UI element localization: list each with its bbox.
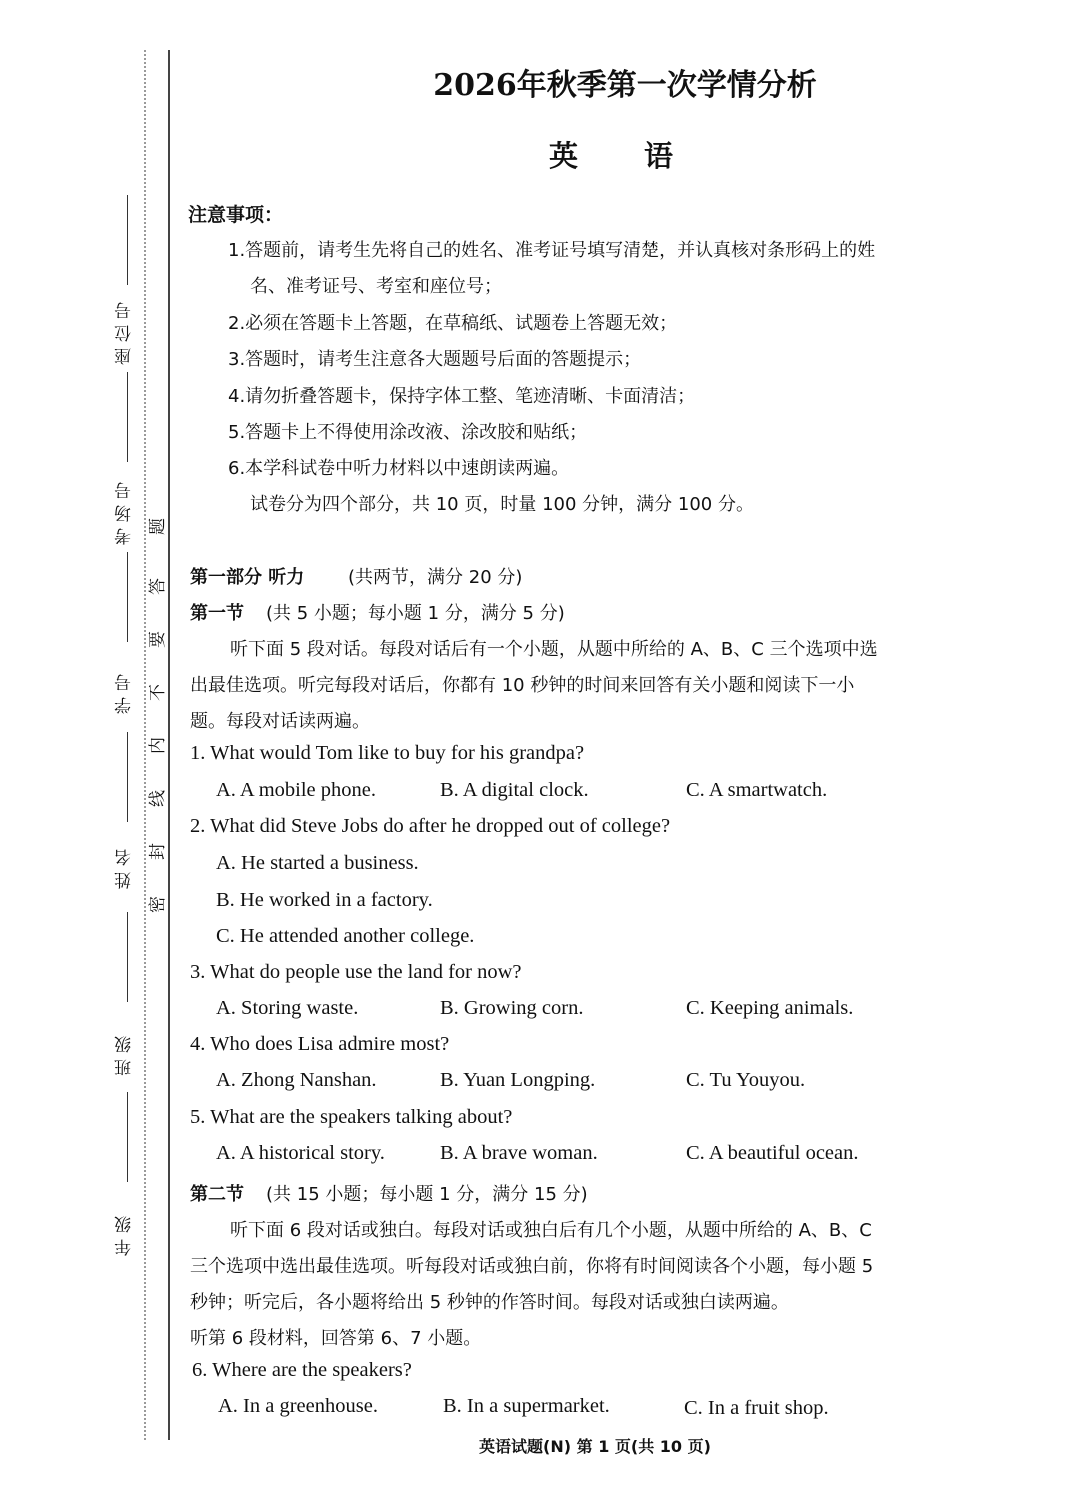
part1-heading-note: (共两节，满分 20 分) <box>348 567 523 588</box>
notice-item-1-cont: 名、准考证号、考室和座位号； <box>250 276 502 297</box>
q2-option-a: A. He started a business. <box>216 852 419 874</box>
question-3: 3. What do people use the land for now? <box>190 961 522 983</box>
part1-heading: 第一部分 听力 <box>190 567 305 588</box>
question-1: 1. What would Tom like to buy for his grandpa? <box>190 742 585 764</box>
notice-item-5: 5.答题卡上不得使用涂改液、涂改胶和贴纸； <box>228 422 588 443</box>
q1-option-b: B. A digital clock. <box>440 779 589 801</box>
section1-instruction-3: 题。每段对话读两遍。 <box>190 711 370 732</box>
section2-instruction-1: 听下面 6 段对话或独白。每段对话或独白后有几个小题，从题中所给的 A、B、C <box>230 1220 872 1241</box>
q1-option-c: C. A smartwatch. <box>686 779 828 801</box>
page-footer: 英语试题(N) 第 1 页(共 10 页) <box>479 1437 711 1456</box>
section2-instruction-2: 三个选项中选出最佳选项。听每段对话或独白前，你将有时间阅读各个小题，每小题 5 <box>190 1256 874 1277</box>
seal-char-5: 不 <box>148 684 168 701</box>
notice-paper-info: 试卷分为四个部分，共 10 页，时量 100 分钟，满分 100 分。 <box>250 494 754 515</box>
cut-dotted-line <box>144 50 146 1440</box>
class-line <box>127 912 128 1002</box>
notice-item-2: 2.必须在答题卡上答题，在草稿纸、试题卷上答题无效； <box>228 313 678 334</box>
question-2: 2. What did Steve Jobs do after he dropped out of college? <box>190 815 671 837</box>
notice-heading: 注意事项： <box>188 204 284 226</box>
section2-heading: 第二节 <box>190 1184 244 1205</box>
notice-item-4: 4.请勿折叠答题卡，保持字体工整、笔迹清晰、卡面清洁； <box>228 386 696 407</box>
notice-item-6: 6.本学科试卷中听力材料以中速朗读两遍。 <box>228 458 570 479</box>
exam-room-line <box>127 372 128 462</box>
q4-option-a: A. Zhong Nanshan. <box>216 1069 377 1091</box>
q6-option-a: A. In a greenhouse. <box>218 1395 378 1417</box>
student-id-label: 学号 <box>115 668 135 714</box>
section1-instruction-1: 听下面 5 段对话。每段对话后有一个小题，从题中所给的 A、B、C 三个选项中选 <box>230 639 878 660</box>
seal-char-4: 内 <box>148 737 168 754</box>
question-5: 5. What are the speakers talking about? <box>190 1106 513 1128</box>
grade-label: 年级 <box>115 1210 135 1256</box>
seal-char-8: 题 <box>148 518 168 535</box>
q2-option-b: B. He worked in a factory. <box>216 889 433 911</box>
question-4: 4. Who does Lisa admire most? <box>190 1033 450 1055</box>
section2-heading-note: (共 15 小题；每小题 1 分，满分 15 分) <box>266 1184 588 1205</box>
seal-char-1: 密 <box>148 896 168 913</box>
student-id-line <box>127 552 128 642</box>
name-line <box>127 732 128 822</box>
class-label: 班级 <box>115 1030 135 1076</box>
grade-line <box>127 1092 128 1182</box>
section1-heading-note: (共 5 小题；每小题 1 分，满分 5 分) <box>266 603 565 624</box>
notice-item-3: 3.答题时，请考生注意各大题题号后面的答题提示； <box>228 349 642 370</box>
q2-option-c: C. He attended another college. <box>216 925 475 947</box>
q4-option-b: B. Yuan Longping. <box>440 1069 596 1091</box>
q4-option-c: C. Tu Youyou. <box>686 1069 806 1091</box>
q1-option-a: A. A mobile phone. <box>216 779 377 801</box>
q3-option-c: C. Keeping animals. <box>686 997 854 1019</box>
section1-heading: 第一节 <box>190 603 244 624</box>
q5-option-a: A. A historical story. <box>216 1142 385 1164</box>
seat-number-label: 座位号 <box>115 296 135 365</box>
q6-option-c: C. In a fruit shop. <box>684 1397 829 1419</box>
q3-option-a: A. Storing waste. <box>216 997 359 1019</box>
section2-instruction-3: 秒钟；听完后，各小题将给出 5 秒钟的作答时间。每段对话或独白读两遍。 <box>190 1292 789 1313</box>
q3-option-b: B. Growing corn. <box>440 997 584 1019</box>
name-label: 姓名 <box>115 843 135 889</box>
seal-char-6: 要 <box>148 631 168 648</box>
seal-char-7: 答 <box>148 578 168 595</box>
seal-char-3: 线 <box>148 790 168 807</box>
seal-char-2: 封 <box>148 843 168 860</box>
exam-title: 2026年秋季第一次学情分析 <box>433 68 817 103</box>
exam-room-label: 考场号 <box>115 476 135 545</box>
seat-number-line <box>127 195 128 285</box>
notice-item-1: 1.答题前，请考生先将自己的姓名、准考证号填写清楚，并认真核对条形码上的姓 <box>228 240 876 261</box>
section1-instruction-2: 出最佳选项。听完每段对话后，你都有 10 秒钟的时间来回答有关小题和阅读下一小 <box>190 675 855 696</box>
q5-option-b: B. A brave woman. <box>440 1142 598 1164</box>
material-note: 听第 6 段材料，回答第 6、7 小题。 <box>190 1328 482 1349</box>
q6-option-b: B. In a supermarket. <box>443 1395 610 1417</box>
subject-title: 英 语 <box>548 139 702 173</box>
question-6: 6. Where are the speakers? <box>192 1359 412 1381</box>
q5-option-c: C. A beautiful ocean. <box>686 1142 859 1164</box>
binding-solid-line <box>168 50 170 1440</box>
